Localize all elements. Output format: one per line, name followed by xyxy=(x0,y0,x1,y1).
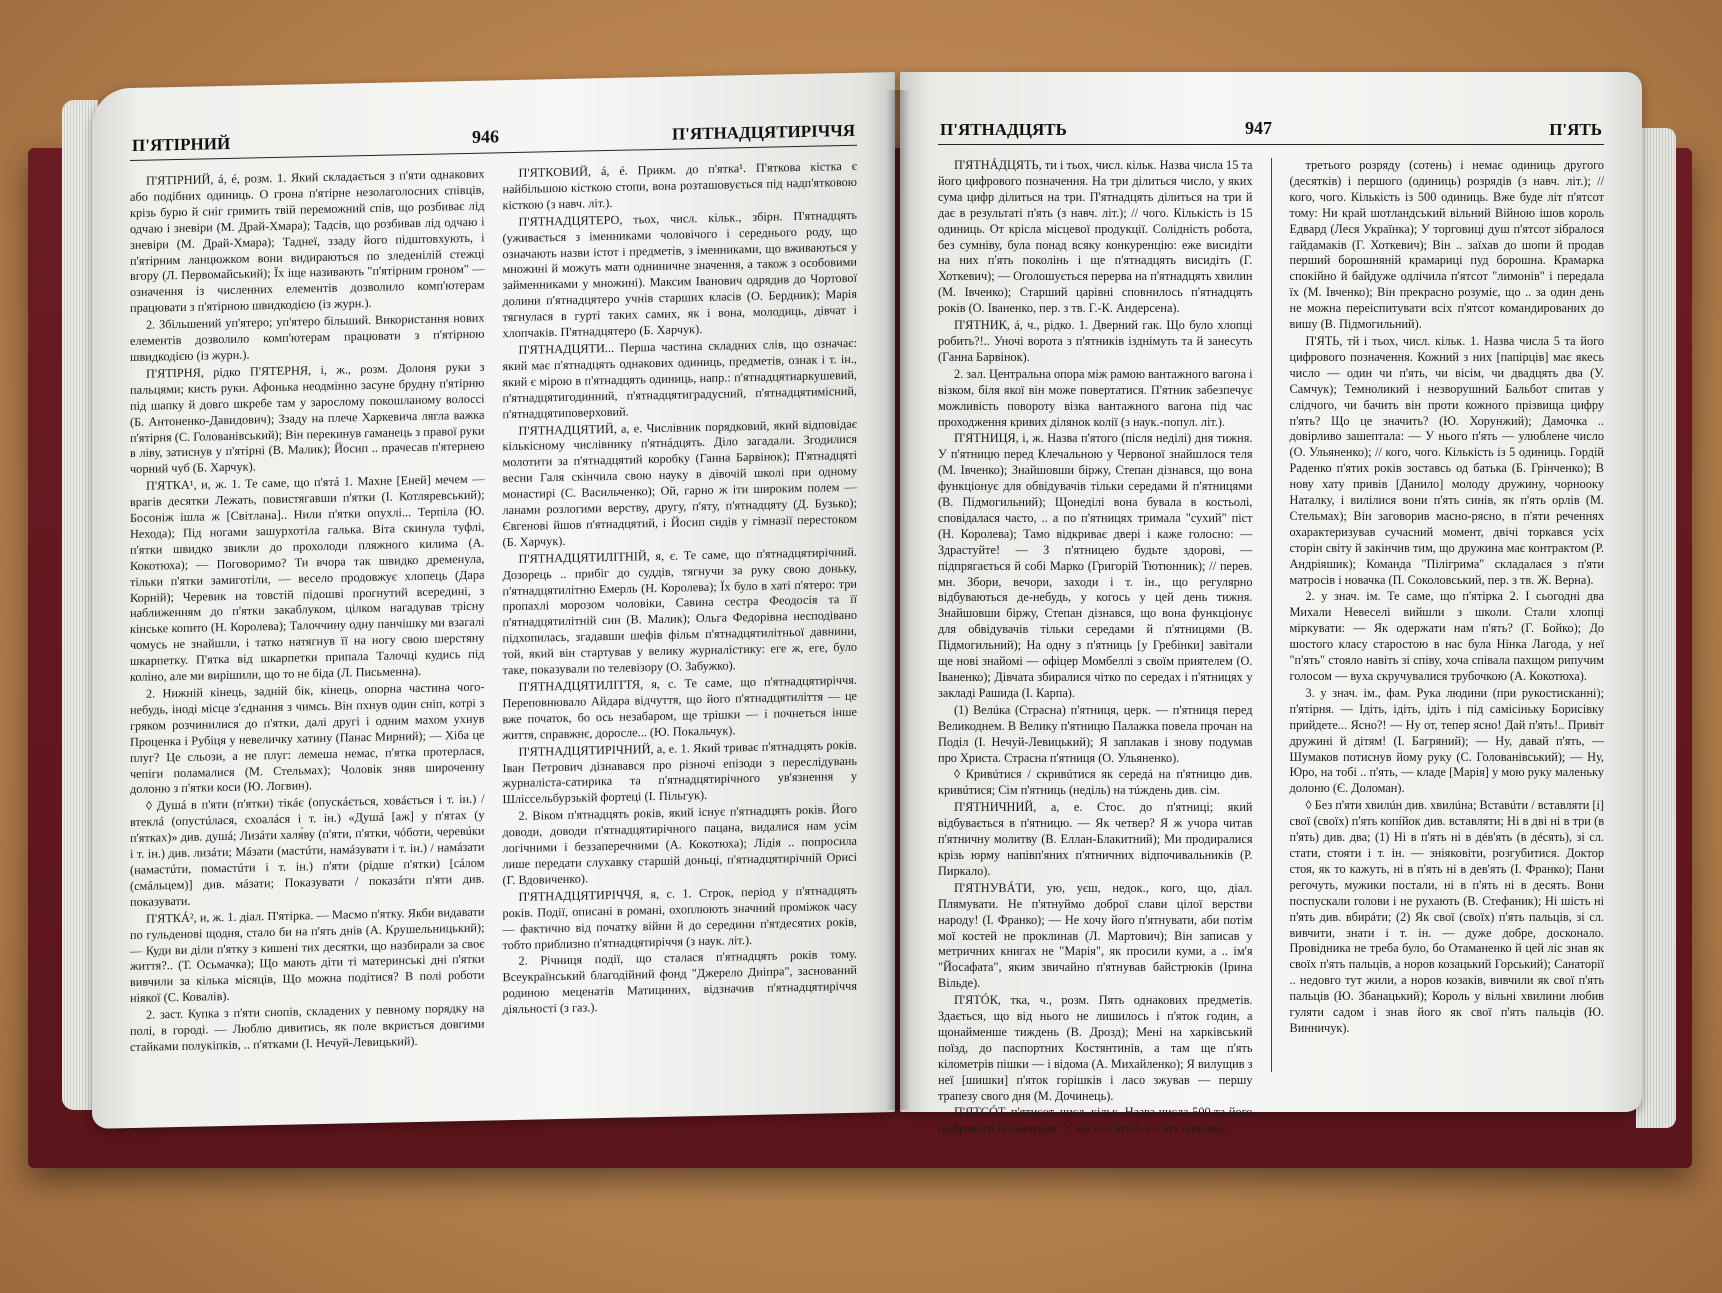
entry-paragraph: П'ЯТКÁ², и, ж. 1. діал. П'ятірка. — Масмо п'ятку. Якби видавати по гульденові щодня, стало би на п'ять днів (А. Крушельницький); — Куди ви діли п'ятку з кишені тих десятки, що назбирали за своє життя?.. (Т. Осьмачка); Що мають діти ті материнські дні п'ятки вивчили за кілька місяців, Що можна подітися? В полі роботи ніякої (С. Ковалів). xyxy=(130,904,485,1006)
right-page-header xyxy=(900,118,1642,146)
left-page-columns xyxy=(130,159,857,1088)
right-page xyxy=(900,72,1642,1136)
entry-paragraph: П'ЯТНÁДЦЯТЬ, ти і тьох, числ. кільк. Назва числа 15 та його цифрового позначення. На три ділиться число, у яких сума цифр ділиться на три. П'ятнадцять ділиться на три й дає в результаті п'ять (з навч. літ.); // чого. Кількість із 15 одиниць. От крісла місцевої продукції. Солідність робота, без сумніву, була понад всяку конкуренцію: еже висидіти на них п'ять поколінь і ще п'ятнадцять висидіть (Г. Хоткевич); — Оголошується перерва на п'ятнадцять хвилин (М. Івченко); Старший царівні сповнилось п'ятнадцять років (О. Іваненко, пер. з тв. Г.-К. Андерсена). xyxy=(938,158,1253,316)
page-number: 947 xyxy=(1245,118,1272,138)
entry-paragraph: П'ЯТІРНЯ, рідко П'ЯТЕРНЯ, і, ж., розм. Долоня руки з пальцями; кисть руки. Афонька неодмінно засуне брудну п'ятірню під шапку й довго шкребе там у зарослому покошланому волоссі (Б. Антоненко-Давидович); Ззаду на плече Харкевича лягла важка п'ятірня (С. Голованівський); Він перекинув гаманець з правої руки в ліву, затиснув у п'ятірні (В. Малик); Йосип .. прачесав п'ятернею чорний чуб (Б. Харчук). xyxy=(130,359,485,477)
entry-paragraph: П'ЯТНАДЦЯТИРІЧЧЯ, я, с. 1. Строк, період у п'ятнадцять років. Події, описані в романі, охоплюють значний проміжок часу — фактично від початку війни й до середини п'ятдесятих років, тобто приблизно п'ятнадцятиріччя (з наук. літ.). xyxy=(502,882,857,952)
entry-paragraph: 2. Віком п'ятнадцять років, який існує п'ятнадцять років. Його доводи, доводи п'ятнадцятирічного пацана, видалися нам усім логічними і беззаперечними (А. Кокотюха); Лідія .. попросила лише передати слухавку старшій доньці, п'ятнадцятирічній Орисі (Г. Вдовиченко). xyxy=(502,802,857,888)
entry-paragraph: (1) Велúка (Страсна) п'ятниця, церк. — п'ятниця перед Великоднем. В Велику п'ятницю Палажка повела прочан на Поділ (І. Нечуй-Левицький); Я заплакав і знову подумав про Христа. Страсна п'ятниця (О. Ульяненко). xyxy=(938,702,1253,765)
entry-paragraph: П'ЯТНАДЦЯТИЛІТТЯ, я, с. Те саме, що п'ятнадцятиріччя. Переповнювало Айдара відчуття, що його п'ятнадцятиліття — це вже початок, бо ось незабаром, ще трішки — і почнеться інше життя, справжнє, доросле... (Ю. Покальчук). xyxy=(502,672,857,742)
entry-paragraph: 2. зал. Центральна опора між рамою вантажного вагона і візком, біля якої він може повертатися. П'ятник забезпечує можливість повороту візка вантажного вагона під час проходження кривих ділянок колії (з наук.-попул. літ.). xyxy=(938,366,1253,429)
header-rule xyxy=(938,144,1604,145)
entry-paragraph: П'ЯТНИК, á, ч., рідко. 1. Дверний гак. Що було хлопці робить?!.. Уночі ворота з п'ятників ізднімуть та й занесуть (Ганна Барвінок). xyxy=(938,318,1253,364)
running-head-left: П'ЯТІРНИЙ xyxy=(132,133,231,155)
entry-paragraph: 2. Збільшений уп'ятеро; уп'ятеро більший. Використання нових елементів дозволило комп'ютерам працювати з п'ятірною швидкодією (із журн.). xyxy=(130,310,485,364)
column xyxy=(130,167,485,1088)
column-divider xyxy=(1271,158,1272,1072)
entry-paragraph: П'ЯТНАДЦЯТИЙ, а, е. Числівник порядковий, який відповідає кількісному числівнику п'ятнáдцять. Діло загадали. Згодилися молотити за п'ятнадцятий коробку (Ганна Барвінок); П'ятнадцяті весни Галя скінчила свою науку в дівочій школі при одному монастирі (С. Васильченко); Ой, гарно ж іти широким полем — ланами розлогими верству, другу, п'яту, п'ятнадцяту (Д. Бузько); Євгенові йшов п'ятнадцятий, і Йосип сидів у гімназії перестоком (Б. Харчук). xyxy=(502,416,857,550)
entry-paragraph: П'ЯТНИЦЯ, і, ж. Назва п'ятого (після неділі) дня тижня. У п'ятницю перед Клечальною у Червоної знайшлося теля (М. Івченко); Знайшовши біржу, Степан дізнався, що вона функціонує для обвідувачів тільки середами й п'ятницями (В. Підмогильний); Щонеділі вона бувала в костьолі, сповідалася часто, .. а по п'ятницях тримала "сухий" піст (Н. Королева); Тамо відкриває двері і каже голосно: — Здрастуйте! — З п'ятницею будьте здорові, — підпрягається й собі Марко (Григорій Тютюнник); // перев. мн. Збори, вечори, заходи і т. ін., що регулярно відбуваються де-небудь, у когось у цей день тижня. Знайшовши біржу, Степан дізнався, що вона функціонує для обвідувачів тільки середами й п'ятницями (В. Підмогильний); На одну з п'ятниць [у Гребінки] завітали ще нові знайомі — офіцер Момбеллі з своїм приятелем (О. Іваненко); Дівчата збиралися чітко по середах і п'ятницях у закладі Рашида (І. Карпа). xyxy=(938,431,1253,700)
book-gutter xyxy=(886,90,910,1110)
running-head-right: П'ЯТНАДЦЯТИРІЧЧЯ xyxy=(671,120,855,144)
entry-paragraph: П'ЯТНИЧНИЙ, а, е. Стос. до п'ятниці; який відбувається в п'ятницю. — Як четвер? Я ж учора читав п'ятничну молитву (В. Еллан-Блакитний); Ми продиралися крізь юрму напівп'яних п'ятничних відпочивальників (Р. Пиркало). xyxy=(938,800,1253,878)
running-head-right: П'ЯТЬ xyxy=(1549,120,1602,139)
entry-paragraph: П'ЯТÓК, тка, ч., розм. Пять однакових предметів. Здається, що від нього не лишилось і п'яток годин, а щонайменше тиждень (В. Дрозд); Мені на харківський поїзд, до паспортних Костянтинів, а там ще п'ять кілометрів пішки — і відома (А. Михайленко); Я вилущив з неї [шишки] п'яток горішків і ласо зжував — першу трапезу свого дня (М. Дочинець). xyxy=(938,993,1253,1103)
right-page-columns xyxy=(938,158,1604,1136)
entry-paragraph: П'ЯТКОВИЙ, á, é. Прикм. до п'ятка¹. П'яткова кістка є найбільшою кісткою стопи, вона розташовується під надп'ятковою кісткою (з навч. літ.). xyxy=(502,158,857,213)
entry-paragraph: ◊ Без п'яти хвилúн див. хвилúна; Вставúти / вставляти [і] свої (своїх) п'ять копíйок див. вставляти; Ні в дві ні в три (в п'ять) див. два; (1) Ні в п'ять ні в дéв'ять (в дéсять), зі сл. стати, стояти і т. ін. — зніяковіти, розгубитися. Доктор стоя, як то кажуть, ні в п'ять ні в дев'ять (І. Франко); Пани регочуть, мужики постали, ні в п'ять ні в десять. Вони поспускали голови і не рухають (В. Стефаник); Ні шість ні п'ять див. вбирáти; (2) Як свої (своїх) п'ять пальців, зі сл. вивчити, знати і т. ін. — дуже добре, досконало. Провідника не треба було, бо Отаманенко й цей ліс знав як своїх п'ять пальців, а норов козацький Горський); Санаторії .. недовго тут жили, а норов козаків, вивчили як свої п'ять пальців (Ю. Збанацький); Король у вільні хвилини любив гуляти садом і знав його як свої п'ять пальців (Ю. Винничук). xyxy=(1289,798,1604,1035)
entry-paragraph: 2. у знач. ім. Те саме, що п'ятірка 2. І сьогодні два Михали Невеселі вийшли з школи. Стали хлопці міркувати: — Як одержати нам п'ять? (Г. Бойко); До шостого класу старостою в нас була Нінка Лагода, у неї "п'ять" стояло навіть зі співу, хоча співала пахщом рипучим голосом — вуха скручувалися трубочкою (А. Кокотюха). xyxy=(1289,589,1604,683)
entry-paragraph: 2. заст. Купка з п'яти снопів, складених у певному порядку на полі, в городі. — Люблю дивитись, як поле вкриється довгими стайками полукіпків, .. п'ятками (І. Нечуй-Левицький). xyxy=(130,1000,485,1054)
entry-paragraph: 2. Річниця події, що сталася п'ятнадцять років тому. Всеукраїнський благодійний фонд "Джерело Дніпра", заснований родиною меценатів Матициних, відзначив п'ятнадцятиріччя діяльності (з газ.). xyxy=(502,947,857,1017)
entry-paragraph: П'ЯТСÓТ, п'ятисот, числ. кільк. Назва числа 500 та його цифрового позначення. У числі п'ятсот є п'ять одиниць xyxy=(938,1105,1253,1136)
entry-paragraph: 3. у знач. ім., фам. Рука людини (при рукостисканні); п'ятірня. — Ідіть, ідіть, ідіть і під самісіньку Борисівку прийдете... Ясно?! — Ну от, тепер ясно! Дай п'ять!.. Привіт дружині й дітям! (І. Багряний); — Ну, давай п'ять, — Шумаков потиснув йому руку (С. Голованівський); — Ну, Юро, на тобі .. п'ять, — кладе [Марія] у мою руку маленьку долоню (Є. Доломан). xyxy=(1289,685,1604,796)
entry-paragraph: П'ЯТКА¹, и, ж. 1. Те саме, що п'ятá 1. Махне [Еней] мечем — врагів десятки Лежать, повистягавши п'ятки (І. Котляревський); Босоніж ішла ж [Світлана].. Нили п'ятки опухлі... Терпіла (Ю. Нехода); Під ногами зашурхотіла галька. Віта скинула туфлі, п'ятки швидко звикли до прохолоди пляжного килима (А. Кокотюха); — Поговоримо? Ти вчора так швидко дременула, тільки п'ятки замиготіли, — весело продовжує хлопець (Дара Корній); Черевик на товстій підошві прогнутий всередині, з наближенням до п'ятки закаблуком, цілком нагадував трісну кінське копито (Н. Королева); Талоччину одну панчішку ми взагалі чомусь не знайшли, і татко натягнув її на ногу свою шерстяну шкарпетку. П'ятка від шкарпетки припала Талочці кудись під коліно, але ми вирішили, що то не біда (Л. Письменна). xyxy=(130,471,485,685)
entry-paragraph: П'ЯТЬ, тй і тьох, числ. кільк. 1. Назва числа 5 та його цифрового позначення. Кожний з них [папірців] має якесь число — один чи п'ять, чи вісім, чи двадцять два (У. Самчук); Темноликий і незворушний Бальбот спитав у слідчого, чи бачить він проти кожного прізвища цифру п'ять? Що це значить? (Ю. Хорунжий); Дамочка .. довірливо зашептала: — У нього п'ять — улюблене число (О. Ульяненко); // кого, чого. Кількість із 5 одиниць. Гордій Раденко п'ятих років зоставсь од батька (Б. Грінченко); В нову хату привів [Данило] молоду дружину, чорноокy Наталку, і вилілися вони п'ять синів, як п'ять орлів (М. Стельмах); Він заговорив масно-рясно, в п'яти реченнях охарактеризував сучасний момент, двічі торкався усіх сторін світу й закінчив тим, що дружина має контрактом (Р. Андріяшик); Команда "Пілігрима" складалася з п'яти матросів і новачка (П. Соколовський, пер. з тв. Ж. Верна). xyxy=(1289,333,1604,587)
left-page xyxy=(92,72,895,1129)
entry-paragraph: третього розряду (сотень) і немає одиниць другого (десятків) і першого (одиниць) розрядів (з навч. літ.); // кого, чого. Кількість із 500 одиниць. Вже буде літ п'ятсот тому: Ни край шотландський вільний Війною ішов король Едвард (Леся Українка); У торговиці душ п'ятсот зібралося гайдамаків (Г. Хоткевич); Він .. заїхав до шопи й продав перший борошняній крамариці пуд борошна. Крамарка спокійно й байдуже одлічила п'ятсот "лимонів" і передала їх (М. Івченко); Він прекрасно розуміє, що .. за один день не можна переіспитувати всіх п'ятсот командированих до вишу (В. Підмогильний). xyxy=(1289,158,1604,332)
entry-paragraph: П'ЯТНАДЦЯТИ... Перша частина складних слів, що означає: який має п'ятнадцять однакових одиниць, предметів, ознак і т. ін., який є мірою в п'ятнадцять одиниць, напр.: п'ятнадцятиаркушевий, п'ятнадцятигодинний, п'ятнадцятиградусний, п'ятнадцятимісний, п'ятнадцятиповерховий. xyxy=(502,335,857,421)
left-page-header xyxy=(92,118,895,163)
entry-paragraph: П'ЯТНАДЦЯТЕРО, тьох, числ. кільк., збірн. П'ятнадцять (уживається з іменниками чоловічого і середнього роду, що означають назви істот і предметів, з іменниками, що вживаються у множині й можуть мати одниничне значення, а також з особовими займенниками у множині). Максим Іванович одрядив до Чортової долини п'ятнадцятеро учнів старших класів (О. Бердник); Марія тягнулася в гурті таких самих, як і вона, молодиць, дівчат і хлопчаків. П'ятнадцятеро (Б. Харчук). xyxy=(502,207,857,341)
entry-paragraph: П'ЯТІРНИЙ, á, é, розм. 1. Який складається з п'яти однакових або подібних одиниць. О грона п'ятірне незолаголосних співців, крізь бурю й сніг гримить твій переможний спів, що розбиває лід одчаю і зневіри (М. Драй-Хмара); Тадсів, що розбивав лід одчаю і зневіри (М. Драй-Хмара); Таднеї, ззаду його підштовхують, і п'ятірним ланцюжком вони видираються по зледенілій стежці вгору (Л. Первомайський); Їх іще називають "п'ятірним гроном" — означення із численних елементів дозволило комп'ютерам працювати з п'ятірною швидкодією (із журн.). xyxy=(130,166,485,316)
entry-paragraph: П'ЯТНАДЦЯТИЛІТНІЙ, я, є. Те саме, що п'ятнадцятирічний. Дозорець .. прибіг до суддів, тягнучи за руку свою доньку, п'ятнадцятилітню Емерль (Н. Королева); Їх було в хаті п'ятеро: три пропахлі морозом чоловіки, Савина сестра Феодосія та її п'ятнадцятилітній син (В. Малик); Ольга Федорівна несподівано підхопилась, згадавши шефів фільм п'ятнадцятилітньої давнини, той, який він стартував у велику журналістику: еге ж, еге, було таке, показували по телевізору (О. Забужко). xyxy=(502,544,857,678)
page-edges-right xyxy=(1636,128,1676,1128)
running-head-left: П'ЯТНАДЦЯТЬ xyxy=(940,120,1067,139)
entry-paragraph: 2. Нижній кінець, задній бік, кінець, опорна частина чого-небудь, іноді місце з'єднання з чимсь. Він пхнув один сніп, котрі з гряком розчинилися до п'ятки, далі другі і одним махом ухнув Проценка і Рубіця у невеличку хатину (Панас Мирний); — Хіба це плуг? Це сльози, а не плуг: лемеша немає, п'ятка протерлася, чепіги поламалися (М. Стельмах); Чоловік зняв широченну долоню з п'ятки коси (Ю. Логвин). xyxy=(130,679,485,797)
column xyxy=(503,159,858,1080)
page-number: 946 xyxy=(472,126,499,147)
entry-paragraph: ◊ Кривúтися / скривúтися як середá на п'ятницю див. кривúтися; Сім п'ятниць (неділь) на тúждень див. сім. xyxy=(938,767,1253,798)
entry-paragraph: П'ЯТНУВÁТИ, ую, уєш, недок., кого, що, діал. Плямувати. Не п'ятнуймо доброї слави цілої верстви народу! (І. Франко); — Не хочу його п'ятнувати, аби потім мої костей не проклинав (Л. Мартович); Він записав у метричних книгах не "Марія", як просили куми, а .. ім'я "Йосафата", яким звичайно п'ятнував байстрюків (Ірина Вільде). xyxy=(938,880,1253,991)
entry-paragraph: П'ЯТНАДЦЯТИРІЧНИЙ, а, е. 1. Який триває п'ятнадцять років. Іван Петрович дізнавався про різночі епізоди з переслідувань журналіста-сатирика та п'ятнадцятирічного ув'язнення у Шліссельбурзькій фортеці (І. Пільгук). xyxy=(502,737,857,807)
column xyxy=(1290,158,1605,1072)
column xyxy=(938,158,1253,1136)
entry-paragraph: ◊ Душá в п'яти (п'ятки) тікáє (опускáється, ховáється і т. ін.) / втеклá (опустúлася, схоалáся і т. ін.) «Душá [аж] у п'ятах (у п'ятках)» див. душá; Лизáти халя́ву (п'яти, п'ятки, чóботи, черевúки і т. ін.) див. лизáти; Мáзати (мастúти, намáзувати і т. ін.) / намáзати (намастúти, помастúти і т. ін.) п'яти (рідше п'ятки) [сáлом (смáльцем)] див. мáзати; Показувати / показáти п'яти див. показувати. xyxy=(130,791,485,909)
